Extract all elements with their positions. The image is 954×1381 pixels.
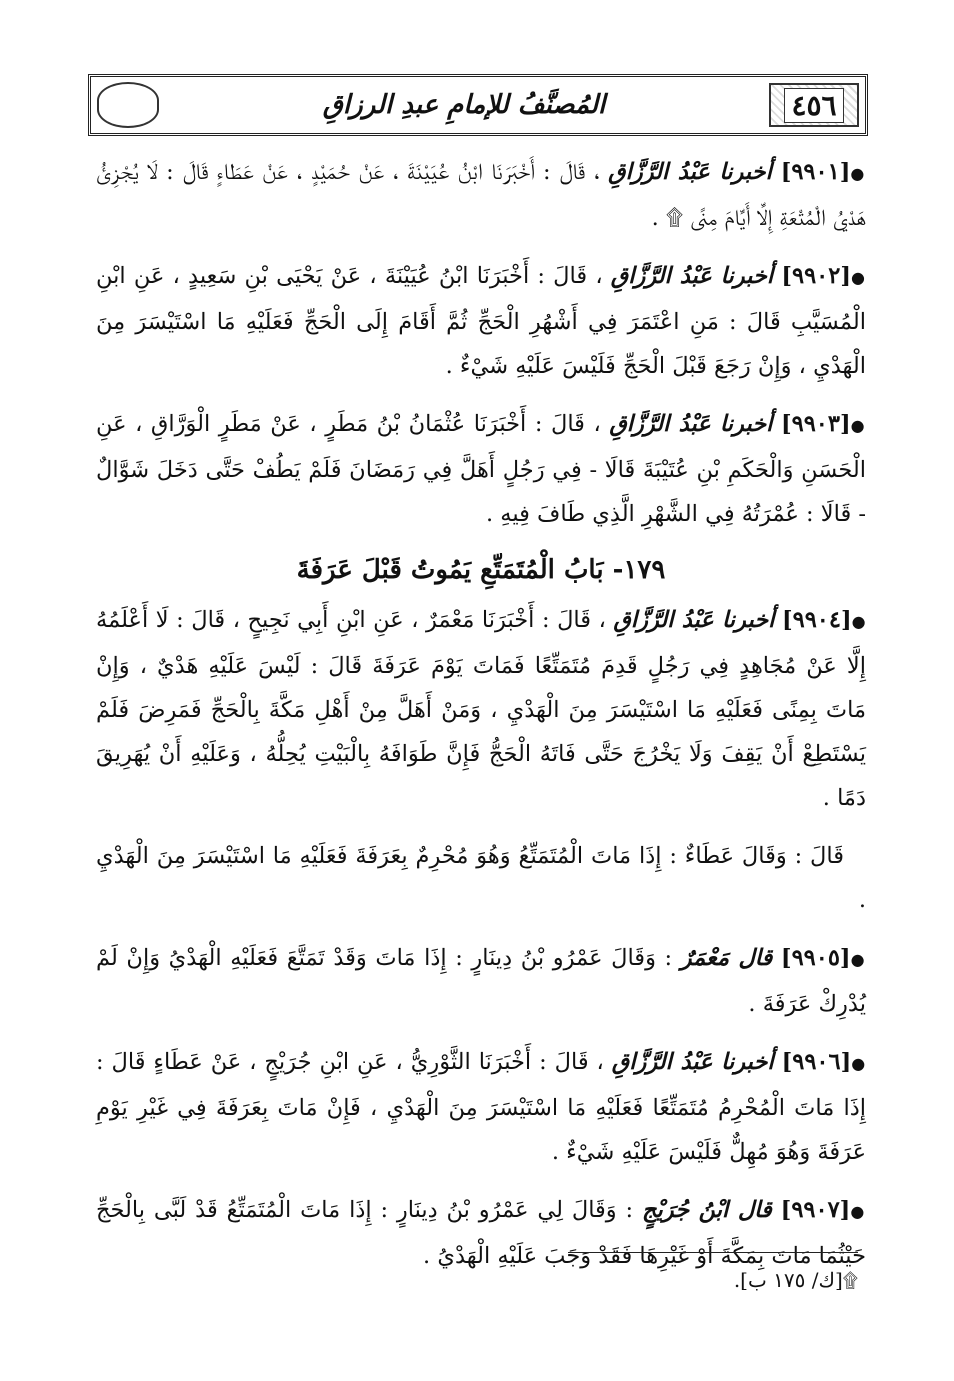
hadith-9907: ●[٩٩٠٧] قال ابْنُ جُرَيْجٍ : وَقَالَ لِي عَمْرُو بْنُ دِينَارٍ : إِذَا مَاتَ الْمُتَمَتِّعُ قَدْ لَبَّى بِالْحَجِّ حَيْثُمَا مَاتَ بِمَكَّةَ أَوْ غَيْرِهَا فَقَدْ وَجَبَ عَلَيْهِ الْهَدْيُ . <box>96 1197 866 1269</box>
page-number: ٤٥٦ <box>784 88 843 123</box>
hadith-9903: ●[٩٩٠٣] أخبرنا عَبْدُ الرَّزَّاقِ ، قَالَ : أَخْبَرَنَا عُثْمَانُ بْنُ مَطَرٍ ، عَنْ مَطَرٍ الْوَرَّاقِ ، عَنِ الْحَسَنِ وَالْحَكَمِ بْنِ عُتَيْبَةَ قَالَا - فِي رَجُلٍ أَهَلَّ فِي رَمَضَانَ فَلَمْ يَطُفْ حَتَّى دَخَلَ شَوَّالٌ - قَالَا : عُمْرَتُهُ فِي الشَّهْرِ الَّذِي طَافَ فِيهِ . <box>96 411 866 527</box>
hadith-lead: أخبرنا عَبْدُ الرَّزَّاقِ <box>611 1049 774 1075</box>
hadith-text: ، قَالَ : أَخْبَرَنَا مَعْمَرٌ ، عَنِ ابْنِ أَبِي نَجِيحٍ ، قَالَ : لَا أَعْلَمُهُ إِلَّا عَنْ مُجَاهِدٍ فِي رَجُلٍ قَدِمَ مُتَمَتِّعًا فَمَاتَ يَوْمَ عَرَفَةَ قَالَ : لَيْسَ عَلَيْهِ هَدْيٌ ، وَإِنْ مَاتَ بِمِنًى فَعَلَيْهِ مَا اسْتَيْسَرَ مِنَ الْهَدْيِ ، وَمَنْ أَهَلَّ مِنْ أَهْلِ مَكَّةَ بِالْحَجِّ فَمَرِضَ فَلَمْ يَسْتَطِعْ أَنْ يَقِفَ وَلَا يَخْرُجَ حَتَّى فَاتَهُ الْحَجُّ فَإِنَّ طَوَافَهُ بِالْبَيْتِ يُحِلُّهُ ، وَعَلَيْهِ أَنْ يُهَرِيقَ دَمًا . <box>96 607 866 811</box>
hadith-lead: قال ابْنُ جُرَيْجٍ <box>642 1197 772 1223</box>
footnote-divider <box>568 1252 858 1253</box>
hadith-lead: قال مَعْمَرٌ <box>680 945 773 971</box>
hadith-text: ، قَالَ : أَخْبَرَنَا الثَّوْرِيُّ ، عَنِ ابْنِ جُرَيْجٍ ، عَنْ عَطَاءٍ قَالَ : إِذَا مَاتَ الْمُحْرِمُ مُتَمَتِّعًا فَعَلَيْهِ مَا اسْتَيْسَرَ مِنَ الْهَدْيِ ، فَإِنْ مَاتَ بِعَرَفَةَ فِي غَيْرِ يَوْمِ عَرَفَةَ وَهُوَ مُهِلٌّ فَلَيْسَ عَلَيْهِ شَيْءٌ . <box>96 1049 866 1165</box>
hadith-lead: أخبرنا عَبْدُ الرَّزَّاقِ <box>609 411 773 437</box>
hadith-lead: أخبرنا عَبْدُ الرَّزَّاقِ <box>608 159 772 185</box>
hadith-number: [٩٩٠٤] <box>781 607 852 633</box>
hadith-text: ، قَالَ : أَخْبَرَنَا ابْنُ عُيَيْنَةَ ، عَنْ يَحْيَى بْنِ سَعِيدٍ ، عَنِ ابْنِ الْمُسَيَّبِ قَالَ : مَنِ اعْتَمَرَ فِي أَشْهُرِ الْحَجِّ ثُمَّ أَقَامَ إِلَى الْحَجِّ فَعَلَيْهِ مَا اسْتَيْسَرَ مِنَ الْهَدْيِ ، وَإِنْ رَجَعَ قَبْلَ الْحَجِّ فَلَيْسَ عَلَيْهِ شَيْءٌ . <box>96 263 866 379</box>
ornament-right <box>769 83 859 127</box>
hadith-9905: ●[٩٩٠٥] قال مَعْمَرٌ : وَقَالَ عَمْرُو بْنُ دِينَارٍ : إِذَا مَاتَ وَقَدْ تَمَتَّعَ فَعَلَيْهِ الْهَدْيُ وَإِنْ لَمْ يُدْرِكْ عَرَفَةَ . <box>96 945 866 1017</box>
page-body <box>96 150 866 1292</box>
hadith-number: [٩٩٠٦] <box>781 1049 852 1075</box>
hadith-9906: ●[٩٩٠٦] أخبرنا عَبْدُ الرَّزَّاقِ ، قَالَ : أَخْبَرَنَا الثَّوْرِيُّ ، عَنِ ابْنِ جُرَيْجٍ ، عَنْ عَطَاءٍ قَالَ : إِذَا مَاتَ الْمُحْرِمُ مُتَمَتِّعًا فَعَلَيْهِ مَا اسْتَيْسَرَ مِنَ الْهَدْيِ ، فَإِنْ مَاتَ بِعَرَفَةَ فِي غَيْرِ يَوْمِ عَرَفَةَ وَهُوَ مُهِلٌّ فَلَيْسَ عَلَيْهِ شَيْءٌ . <box>96 1049 866 1165</box>
hadith-number: [٩٩٠٣] <box>780 411 851 437</box>
hadith-number: [٩٩٠٢] <box>781 263 851 289</box>
footnote: ۩[ك/ ١٧٥ ب]. <box>733 1268 858 1292</box>
hadith-number: [٩٩٠٥] <box>780 945 851 971</box>
hadith-text: ، قَالَ : أَخْبَرَنَا عُثْمَانُ بْنُ مَطَرٍ ، عَنْ مَطَرٍ الْوَرَّاقِ ، عَنِ الْحَسَنِ وَالْحَكَمِ بْنِ عُتَيْبَةَ قَالَا - فِي رَجُلٍ أَهَلَّ فِي رَمَضَانَ فَلَمْ يَطُفْ حَتَّى دَخَلَ شَوَّالٌ - قَالَا : عُمْرَتُهُ فِي الشَّهْرِ الَّذِي طَافَ فِيهِ . <box>96 411 866 527</box>
hadith-9904-continuation <box>96 834 866 922</box>
book-title: المُصنَّفُ للإمامِ عبدِ الرزاقِ <box>322 90 606 120</box>
hadith-number: [٩٩٠١] <box>780 159 851 185</box>
hadith-text: : وَقَالَ عَمْرُو بْنُ دِينَارٍ : إِذَا مَاتَ وَقَدْ تَمَتَّعَ فَعَلَيْهِ الْهَدْيُ وَإِنْ لَمْ يُدْرِكْ عَرَفَةَ . <box>96 945 866 1017</box>
page-header <box>88 74 868 136</box>
hadith-text: : وَقَالَ لِي عَمْرُو بْنُ دِينَارٍ : إِذَا مَاتَ الْمُتَمَتِّعُ قَدْ لَبَّى بِالْحَجِّ حَيْثُمَا مَاتَ بِمَكَّةَ أَوْ غَيْرِهَا فَقَدْ وَجَبَ عَلَيْهِ الْهَدْيُ . <box>96 1197 866 1269</box>
chapter-title: ١٧٩- بَابُ الْمُتَمَتِّعِ يَمُوتُ قَبْلَ عَرَفَةَ <box>296 555 666 585</box>
hadith-text: ، قَالَ : أَخْبَرَنَا ابْنُ عُيَيْنَةَ ، عَنْ حُمَيْدٍ ، عَنْ عَطَاءٍ قَالَ : لَا يُجْزِئُ هَدْيُ الْمُتْعَةِ إِلَّا أَيَّامَ مِنًى ۩ . <box>96 159 866 231</box>
hadith-9901: ●[٩٩٠١] أخبرنا عَبْدُ الرَّزَّاقِ ، قَالَ : أَخْبَرَنَا ابْنُ عُيَيْنَةَ ، عَنْ حُمَيْدٍ ، عَنْ عَطَاءٍ قَالَ : لَا يُجْزِئُ هَدْيُ الْمُتْعَةِ إِلَّا أَيَّامَ مِنًى ۩ . <box>96 159 866 231</box>
hadith-9902: ●[٩٩٠٢] أخبرنا عَبْدُ الرَّزَّاقِ ، قَالَ : أَخْبَرَنَا ابْنُ عُيَيْنَةَ ، عَنْ يَحْيَى بْنِ سَعِيدٍ ، عَنِ ابْنِ الْمُسَيَّبِ قَالَ : مَنِ اعْتَمَرَ فِي أَشْهُرِ الْحَجِّ ثُمَّ أَقَامَ إِلَى الْحَجِّ فَعَلَيْهِ مَا اسْتَيْسَرَ مِنَ الْهَدْيِ ، وَإِنْ رَجَعَ قَبْلَ الْحَجِّ فَلَيْسَ عَلَيْهِ شَيْءٌ . <box>96 263 867 379</box>
hadith-lead: أخبرنا عَبْدُ الرَّزَّاقِ <box>610 263 774 289</box>
hadith-number: [٩٩٠٧] <box>780 1197 851 1223</box>
hadith-9904: ●[٩٩٠٤] أخبرنا عَبْدُ الرَّزَّاقِ ، قَالَ : أَخْبَرَنَا مَعْمَرٌ ، عَنِ ابْنِ أَبِي نَجِيحٍ ، قَالَ : لَا أَعْلَمُهُ إِلَّا عَنْ مُجَاهِدٍ فِي رَجُلٍ قَدِمَ مُتَمَتِّعًا فَمَاتَ يَوْمَ عَرَفَةَ قَالَ : لَيْسَ عَلَيْهِ هَدْيٌ ، وَإِنْ مَاتَ بِمِنًى فَعَلَيْهِ مَا اسْتَيْسَرَ مِنَ الْهَدْيِ ، وَمَنْ أَهَلَّ مِنْ أَهْلِ مَكَّةَ بِالْحَجِّ فَمَرِضَ فَلَمْ يَسْتَطِعْ أَنْ يَقِفَ وَلَا يَخْرُجَ حَتَّى فَاتَهُ الْحَجُّ فَإِنَّ طَوَافَهُ بِالْبَيْتِ يُحِلُّهُ ، وَعَلَيْهِ أَنْ يُهَرِيقَ دَمًا . <box>96 607 866 811</box>
hadith-lead: أخبرنا عَبْدُ الرَّزَّاقِ <box>613 607 775 633</box>
book-logo-icon <box>97 82 159 128</box>
hadith-text: قَالَ : وَقَالَ عَطَاءٌ : إِذَا مَاتَ الْمُتَمَتِّعُ وَهُوَ مُحْرِمٌ بِعَرَفَةَ فَعَلَيْهِ مَا اسْتَيْسَرَ مِنَ الْهَدْيِ . <box>96 843 866 913</box>
